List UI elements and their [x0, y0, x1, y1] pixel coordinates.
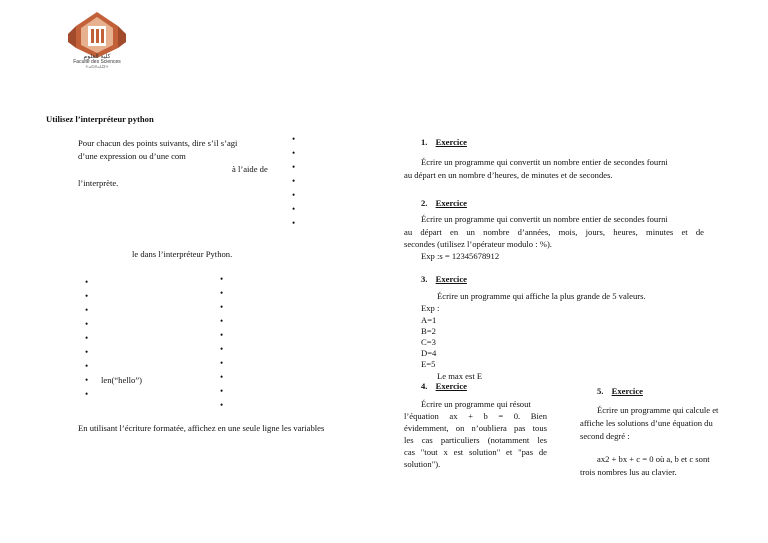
exercise-3-value-d: D=4: [421, 348, 437, 358]
list-bullet: •: [292, 162, 296, 172]
exercise-3-heading: [421, 274, 467, 284]
exercise-4-line-2: l’équation ax + b = 0. Bien: [404, 411, 547, 421]
list-bullet: •: [85, 305, 89, 315]
exercise-3-line-1: Écrire un programme qui affiche la plus grande de 5 valeurs.: [437, 291, 646, 301]
list-bullet: •: [85, 361, 89, 371]
list-bullet: •: [85, 291, 89, 301]
exercise-3-exp-label: Exp :: [421, 303, 440, 313]
faculty-logo: [64, 12, 130, 70]
exercise-1-title: Exercice: [435, 137, 467, 147]
section-heading: Utilisez l’interpréteur python: [46, 114, 154, 124]
list-bullet: •: [292, 176, 296, 186]
exercise-1-line-2: au départ en un nombre d’heures, de minutes et de secondes.: [404, 170, 613, 180]
exercise-3-value-b: B=2: [421, 326, 436, 336]
exercise-3-result: Le max est E: [437, 371, 483, 381]
exercise-4-line-4: les cas particuliers (notamment les: [404, 435, 547, 445]
exercise-3-value-e: E=5: [421, 359, 436, 369]
final-instruction: En utilisant l’écriture formatée, affichez en une seule ligne les variables: [78, 423, 325, 433]
list-bullet: •: [85, 333, 89, 343]
list-bullet: •: [220, 400, 224, 410]
list-bullet: •: [220, 302, 224, 312]
list-bullet: •: [292, 204, 296, 214]
list-bullet: •: [220, 316, 224, 326]
exercise-2-example: Exp :s = 12345678912: [421, 251, 500, 261]
exercise-1-heading: [421, 137, 467, 147]
exercise-1-number: 1.: [421, 137, 428, 147]
list-bullet: •: [220, 274, 224, 284]
exercise-3-value-a: A=1: [421, 315, 437, 325]
list-bullet: •: [85, 347, 89, 357]
logo-french-text: Faculté des Sciences: [73, 59, 121, 65]
exercise-5-line-3: second degré :: [580, 431, 630, 441]
list-bullet: •: [292, 218, 296, 228]
exercise-4-number: 4.: [421, 381, 428, 391]
logo-subtext: ⵜⴰⵙⴷⴰⵡⵉⵜ: [85, 64, 109, 69]
intro-line-1: Pour chacun des points suivants, dire s’il s’agi: [78, 138, 238, 148]
exercise-2-title: Exercice: [435, 198, 467, 208]
list-bullet: •: [220, 344, 224, 354]
exercise-4-title: Exercice: [435, 381, 467, 391]
list-bullet: •: [292, 190, 296, 200]
list-bullet: •: [220, 288, 224, 298]
exercise-5-line-2: affiche les solutions d’une équation du: [580, 418, 713, 428]
list-bullet: •: [85, 375, 89, 385]
exercise-3-number: 3.: [421, 274, 428, 284]
exercise-3-value-c: C=3: [421, 337, 436, 347]
exercise-5-heading: [597, 386, 643, 396]
exercise-4-line-3: évidemment, on n’oubliera pas tous: [404, 423, 547, 433]
exercise-4-heading: [421, 381, 467, 391]
list-bullet: •: [85, 277, 89, 287]
exercise-5-line-4: ax2 + bx + c = 0 où a, b et c sont: [597, 454, 710, 464]
exercise-5-number: 5.: [597, 386, 604, 396]
list-bullet: •: [220, 372, 224, 382]
list-bullet: •: [292, 134, 296, 144]
exercise-5-title: Exercice: [611, 386, 643, 396]
list-bullet: •: [220, 358, 224, 368]
exercise-4-line-5: cas "tout x est solution" et "pas de: [404, 447, 547, 457]
exercise-5-line-5: trois nombres lus au clavier.: [580, 467, 677, 477]
list-bullet: •: [220, 330, 224, 340]
intro-line-3: à l’aide de: [232, 164, 268, 174]
exercise-4-line-6: solution").: [404, 459, 441, 469]
exercise-5-line-1: Écrire un programme qui calcule et: [597, 405, 719, 415]
exercise-2-line-2: au départ en un nombre d’années, mois, jours, heures, minutes et de: [404, 227, 704, 237]
logo-arabic-text: كلية العلوم: [83, 53, 111, 60]
list-bullet: •: [85, 319, 89, 329]
exercise-2-number: 2.: [421, 198, 428, 208]
intro-line-4: l’interprète.: [78, 178, 119, 188]
exercise-3-title: Exercice: [435, 274, 467, 284]
intro-line-2: d’une expression ou d’une com: [78, 151, 186, 161]
exercise-2-heading: [421, 198, 467, 208]
list-item-len: len(“hello”): [101, 375, 143, 385]
list-bullet: •: [220, 386, 224, 396]
instruction-2: le dans l’interpréteur Python.: [132, 249, 233, 259]
exercise-2-line-3: secondes (utilisez l’opérateur modulo : %).: [404, 239, 552, 249]
list-bullet: •: [85, 389, 89, 399]
exercise-2-line-1: Écrire un programme qui convertit un nombre entier de secondes fourni: [421, 214, 668, 224]
exercise-4-line-1: Écrire un programme qui résout: [421, 399, 531, 409]
exercise-1-line-1: Écrire un programme qui convertit un nombre entier de secondes fourni: [421, 157, 668, 167]
list-bullet: •: [292, 148, 296, 158]
